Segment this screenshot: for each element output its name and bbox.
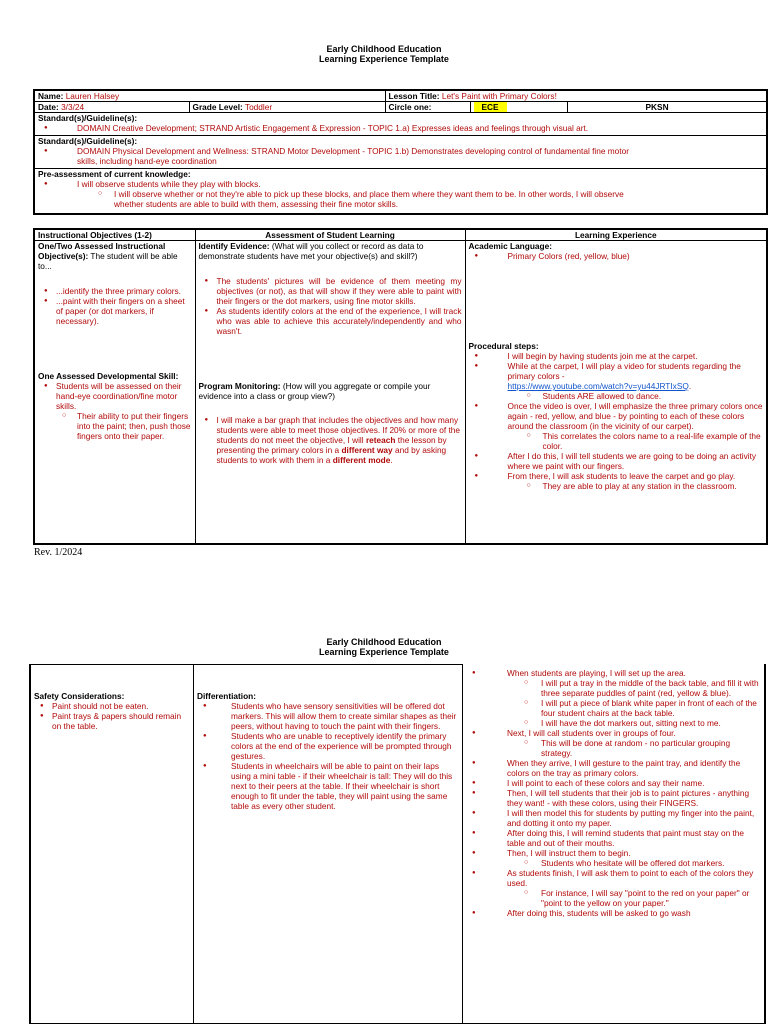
procedure-step: ● Then, I will tell students that their job is to paint pictures - anything they want! - with these colors, using their FINGERS. — [466, 788, 761, 808]
dev-skill-subitem — [38, 411, 192, 441]
hollow-bullet-icon: ○ — [524, 679, 529, 686]
hollow-bullet-icon: ○ — [524, 719, 529, 726]
standard-2-line-a: DOMAIN Physical Development and Wellness: STRAND Motor Development - TOPIC 1.b) Demonstrates developing control of fundamental fine motor — [77, 146, 629, 156]
revision-note: Rev. 1/2024 — [34, 547, 83, 558]
col-header-assessment: Assessment of Student Learning — [195, 229, 465, 241]
procedural-step: ● From there, I will ask students to leave the carpet and go play. — [469, 471, 764, 481]
link-period: . — [688, 381, 692, 391]
evidence-title: Identify Evidence: — [198, 241, 270, 251]
hollow-bullet-icon: ○ — [524, 859, 529, 866]
page-header — [0, 44, 768, 64]
monitoring-title: Program Monitoring: — [198, 381, 281, 391]
safety-column — [29, 664, 194, 1024]
procedural-substep — [469, 391, 764, 401]
procedure-column — [462, 664, 766, 1024]
grade-label: Grade Level: — [192, 102, 243, 112]
standard-2-line-b: skills, including hand-eye coordination — [77, 156, 217, 166]
circle-label: Circle one: — [388, 102, 432, 112]
pre-item-2-line-a: I will observe whether or not they're able to pick up these blocks, and place them where they want them to be. In other words, I will observe — [114, 189, 624, 199]
procedure-step: ● Next, I will call students over in groups of four. — [466, 728, 761, 738]
hollow-bullet-icon: ○ — [526, 432, 531, 439]
page-2-table — [0, 664, 768, 1024]
header-line-2: Learning Experience Template — [319, 54, 449, 64]
header-2-line-2: Learning Experience Template — [319, 647, 449, 657]
objective-item: ● ...identify the three primary colors. — [38, 286, 192, 296]
page-2-header — [0, 637, 768, 657]
differentiation-item: ● Students who are unable to receptively identify the primary colors at the end of the experience will be prompted through gestures. — [197, 731, 459, 761]
procedure-step: ● Then, I will instruct them to begin. — [466, 848, 761, 858]
substep-instance: For instance, I will say "point to the red on your paper" or "point to the yellow on your paper." — [541, 888, 750, 908]
pre-item-2-line-b: whether students are able to build with them, assessing their fine motor skills. — [114, 199, 399, 209]
hollow-bullet-icon: ○ — [62, 412, 67, 419]
name-value: Lauren Halsey — [65, 91, 120, 101]
procedural-substep — [469, 481, 764, 491]
monitoring-text-a: I will make a bar graph that includes the objectives and how many students were able to meet those objectives. If 20% or more of the students do not meet the objective, I will — [216, 415, 461, 445]
dev-skill-item: ● Students will be assessed on their hand-eye coordination/fine motor skills. — [38, 381, 192, 411]
step-video-text: While at the carpet, I will play a video for students regarding the primary colors - — [507, 361, 741, 381]
academic-language-item: ● Primary Colors (red, yellow, blue) — [469, 251, 764, 261]
monitoring-item — [199, 415, 462, 465]
substep-dance: Students ARE allowed to dance. — [542, 391, 662, 401]
monitoring-text-e: and by asking students to work with them in a — [216, 445, 447, 465]
procedural-step — [469, 361, 764, 391]
procedural-step: ● I will begin by having students join me at the carpet. — [469, 351, 764, 361]
hollow-bullet-icon: ○ — [526, 482, 531, 489]
procedure-step: ● After doing this, students will be asked to go wash — [466, 908, 761, 918]
standard-2-label: Standard(s)/Guideline(s): — [38, 136, 138, 146]
evidence-item: ● The students' pictures will be evidence of them meeting my objectives (or not), as that will show if they were able to paint with their fingers or the dot markers, using fine motor skills. — [199, 276, 462, 306]
procedure-substep — [466, 888, 761, 908]
differentiation-item: ● Students in wheelchairs will be able to paint on their laps using a mini table - if their wheelchair is tall: They will do this next to their peers at the table. If their wheelchair is short enough to fit under the table, they will paint using the same table as every other student. — [197, 761, 459, 811]
academic-language-title: Academic Language: — [468, 241, 552, 251]
monitoring-text-g: . — [390, 455, 393, 465]
header-2-line-1: Early Childhood Education — [326, 637, 442, 647]
hollow-bullet-icon: ○ — [524, 739, 529, 746]
date-value: 3/3/24 — [61, 102, 85, 112]
procedure-step: ● When students are playing, I will set up the area. — [466, 668, 761, 678]
lesson-title-label: Lesson Title: — [388, 91, 440, 101]
substep-paper: I will put a piece of blank white paper in front of each of the four student chairs at the back table. — [541, 698, 757, 718]
info-table — [33, 89, 768, 215]
procedural-substep — [469, 431, 764, 451]
pre-assessment-item-2 — [38, 189, 763, 209]
safety-item: ● Paint should not be eaten. — [34, 701, 190, 711]
hollow-bullet-icon: ○ — [98, 190, 103, 197]
monitoring-different-way: different way — [341, 445, 393, 455]
header-line-1: Early Childhood Education — [326, 44, 442, 54]
procedure-step: ● When they arrive, I will gesture to the paint tray, and identify the colors on the tray as primary colors. — [466, 758, 761, 778]
col-header-objectives: Instructional Objectives (1-2) — [34, 229, 195, 241]
monitoring-reteach: reteach — [365, 435, 396, 445]
evidence-prompt: (What will you collect or record as data to demonstrate students have met your objective(s) and skill?) — [198, 241, 424, 261]
procedure-step: ● As students finish, I will ask them to point to each of the colors they used. — [466, 868, 761, 888]
differentiation-title: Differentiation: — [197, 691, 256, 701]
objectives-intro-rest: The student will be able to... — [38, 251, 178, 271]
dev-skill-title: One Assessed Developmental Skill: — [38, 371, 179, 381]
substep-play: They are able to play at any station in the classroom. — [542, 481, 737, 491]
monitoring-different-mode: different mode — [332, 455, 391, 465]
substep-hesitate: Students who hesitate will be offered dot markers. — [541, 858, 725, 868]
safety-title: Safety Considerations: — [34, 691, 125, 701]
monitoring-prompt: (How will you aggregate or compile your evidence into a class or group view?) — [198, 381, 431, 401]
differentiation-item: ● Students who have sensory sensitivities will be offered dot markers. This will allow them to create similar shapes as their peers, without having to touch the paint with their fingers. — [197, 701, 459, 731]
procedural-steps-title: Procedural steps: — [468, 341, 539, 351]
standard-2-item — [38, 146, 763, 166]
objectives-intro — [38, 241, 192, 271]
lesson-plan-table — [33, 228, 768, 545]
substep-tray: I will put a tray in the middle of the back table, and fill it with three separate puddles of paint (red, yellow & blue). — [541, 678, 759, 698]
standard-1-label: Standard(s)/Guideline(s): — [38, 113, 138, 123]
procedure-substep — [466, 858, 761, 868]
col-header-experience: Learning Experience — [465, 229, 767, 241]
procedure-step: ● I will then model this for students by putting my finger into the paint, and dotting it onto my paper. — [466, 808, 761, 828]
date-label: Date: — [38, 102, 59, 112]
dev-skill-sub-text: Their ability to put their fingers into the paint; then, push those fingers onto their paper. — [77, 411, 191, 441]
standard-1-item: ● DOMAIN Creative Development; STRAND Artistic Engagement & Expression - TOPIC 1.a) Expresses ideas and feelings through visual art. — [38, 123, 763, 133]
substep-random: This will be done at random - no particular grouping strategy. — [541, 738, 731, 758]
procedure-substep — [466, 698, 761, 718]
lesson-title-value: Let's Paint with Primary Colors! — [441, 91, 557, 101]
pre-assessment-item-1: ● I will observe students while they play with blocks. — [38, 179, 763, 189]
grade-value: Toddler — [244, 102, 273, 112]
objectives-title: One/Two Assessed Instructional Objective(s): — [38, 241, 166, 261]
pre-assessment-label: Pre-assessment of current knowledge: — [38, 169, 191, 179]
hollow-bullet-icon: ○ — [524, 889, 529, 896]
procedural-step: ● After I do this, I will tell students we are going to be doing an activity where we paint with our fingers. — [469, 451, 764, 471]
differentiation-column — [193, 664, 463, 1024]
procedure-substep — [466, 678, 761, 698]
circle-option-ece: ECE — [474, 102, 507, 112]
objective-item: ● ...paint with their fingers on a sheet of paper (or dot markers, if necessary). — [38, 296, 192, 326]
evidence-item: ● As students identify colors at the end of the experience, I will track who was able to achieve this accurately/independently and who wasn't. — [199, 306, 462, 336]
hollow-bullet-icon: ○ — [524, 699, 529, 706]
circle-option-pksn: PKSN — [645, 102, 669, 112]
procedural-step: ● Once the video is over, I will emphasize the three primary colors once again - red, yellow, and blue - by pointing to each of these colors around the classroom (in the vicinity of our carpet). — [469, 401, 764, 431]
procedure-substep — [466, 738, 761, 758]
substep-correlate: This correlates the colors name to a real-life example of the color. — [542, 431, 761, 451]
video-link[interactable]: https://www.youtube.com/watch?v=yu44JRTIxSQ — [507, 381, 689, 391]
substep-markers: I will have the dot markers out, sitting next to me. — [541, 718, 721, 728]
name-label: Name: — [38, 91, 64, 101]
hollow-bullet-icon: ○ — [526, 392, 531, 399]
procedure-substep — [466, 718, 761, 728]
safety-item: ● Paint trays & papers should remain on the table. — [34, 711, 190, 731]
procedure-step: ● I will point to each of these colors and say their name. — [466, 778, 761, 788]
monitoring-text-c: the lesson by presenting the primary colors in a — [216, 435, 447, 455]
procedure-step: ● After doing this, I will remind students that paint must stay on the table and out of their mouths. — [466, 828, 761, 848]
